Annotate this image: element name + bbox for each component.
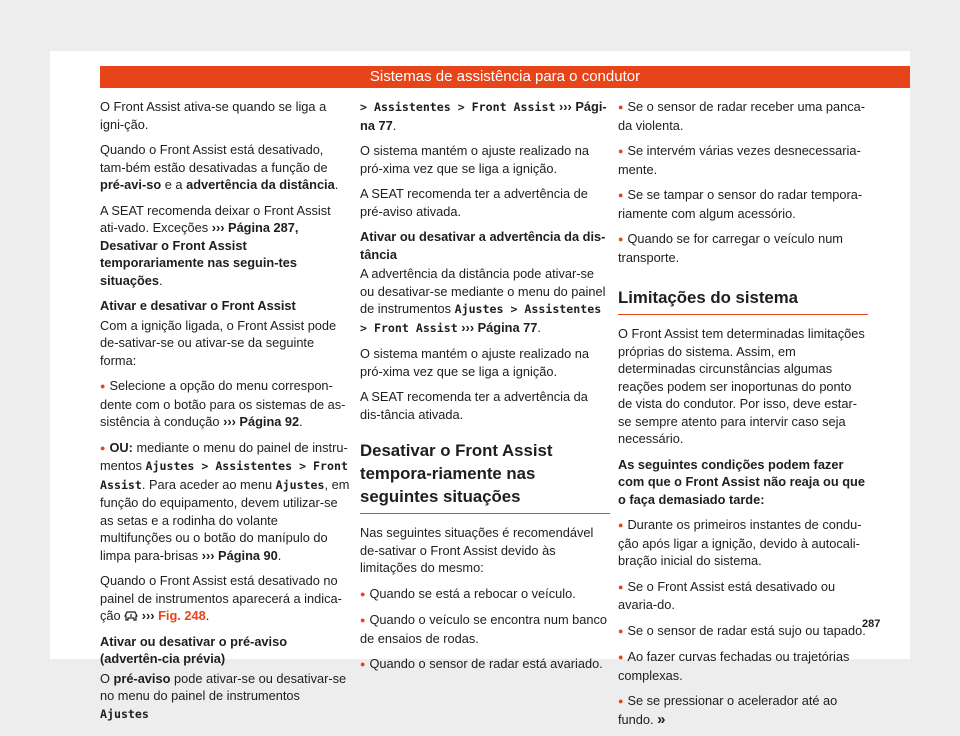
figure-reference-link[interactable]: Fig. 248 [158, 608, 206, 623]
text: pode ativar-se ou desativar-se no menu do painel de instrumentos [100, 670, 347, 703]
reference-arrows: ››› [141, 608, 159, 623]
text: O [100, 670, 114, 686]
list-item: ● Durante os primeiros instantes de condu-ção após ligar a ignição, devido à autocali-bração inicial do sistema. [618, 516, 868, 570]
list-item [618, 692, 868, 728]
list-item: ● Ao fazer curvas fechadas ou trajetórias complexas. [618, 648, 868, 684]
page-reference-link[interactable]: ››› Pági-na 77 [360, 99, 607, 133]
paragraph: Com a ignição ligada, o Front Assist pode de-sativar-se ou ativar-se da seguinte forma: [100, 317, 337, 368]
paragraph: A SEAT recomenda ter a advertência da dis-tância ativada. [360, 389, 588, 422]
text: . [537, 319, 541, 335]
list-item: ● Se o sensor de radar receber uma panca-da violenta. [618, 98, 868, 134]
page-reference-link[interactable]: ››› Página 92 [223, 414, 300, 429]
column-3 [618, 98, 868, 736]
subheading: Ativar e desativar o Front Assist [100, 298, 296, 313]
list-item: ● Se o Front Assist está desativado ou avaria-do. [618, 578, 868, 614]
list-item: ● Quando o veículo se encontra num banco de ensaios de rodas. [360, 611, 610, 647]
list-item [100, 377, 350, 431]
paragraph: Nas seguintes situações é recomendável de-sativar o Front Assist devido às limitações do mesmo: [360, 525, 594, 575]
text: . Para aceder ao menu [141, 476, 276, 492]
menu-path: Ajustes > Assistentes > Front Assist [100, 459, 348, 492]
text: A advertência da distância pode ativar-se ou desativar-se mediante o menu do painel de instrumentos [360, 266, 606, 316]
column-1 [100, 98, 350, 731]
text: . [277, 547, 282, 563]
paragraph [100, 572, 350, 625]
text: . [334, 177, 339, 192]
front-assist-warning-icon [124, 610, 138, 622]
text: A SEAT recomenda deixar o Front Assist ati-vado. Exceções [100, 202, 331, 235]
paragraph: O sistema mantém o ajuste realizado na pró-xima vez que se liga a ignição. [360, 143, 590, 176]
paragraph: O sistema mantém o ajuste realizado na pró-xima vez que se liga a ignição. [360, 346, 590, 379]
paragraph [360, 98, 610, 134]
paragraph [100, 670, 350, 724]
paragraph [100, 141, 350, 194]
text: Quando o Front Assist está desativado, tam-bém estão desativadas a função de [100, 142, 328, 175]
text: Quando o Front Assist está desativado no painel de instrumentos aparecerá a indica-ção [100, 573, 342, 623]
menu-path: Ajustes [275, 477, 325, 492]
menu-path: Ajustes > Assistentes > Front Assist [360, 302, 602, 335]
text: . [299, 414, 303, 429]
column-2 [360, 98, 610, 682]
subheading: Ativar ou desativar a advertência da dis-tância [360, 229, 606, 262]
menu-path: > Assistentes > Front Assist [360, 100, 556, 114]
text: e a [161, 177, 187, 192]
paragraph: O Front Assist tem determinadas limitações próprias do sistema. Assim, em determinadas circunstâncias algumas reações podem ser inoportunas do ponto de vista do condutor. Por isso, deve estar-se sempre atento para intervir caso seja necessário. [618, 326, 865, 446]
paragraph [100, 202, 350, 290]
text: Selecione a opção do menu correspon-dente com o botão para os sistemas de as-sistência à condução [100, 378, 346, 429]
paragraph: A SEAT recomenda ter a advertência de pré-aviso ativada. [360, 186, 588, 219]
page [50, 51, 910, 728]
page-number: 287 [862, 618, 881, 630]
page-header: Sistemas de assistência para o condutor [100, 66, 910, 88]
page-reference-link[interactable]: ››› Página 90 [201, 547, 278, 563]
text: . [205, 608, 210, 623]
page-reference-link[interactable]: ››› Página 287, Desativar o Front Assist temporariamente nas seguin-tes situações [100, 220, 299, 288]
section-title: Limitações do sistema [618, 286, 868, 315]
bold-text: pré-aviso [113, 670, 171, 686]
list-item: ● Quando se está a rebocar o veículo. [360, 585, 610, 604]
menu-path: Ajustes [100, 706, 149, 721]
text: . [159, 272, 163, 288]
text: mediante o menu do painel de instru-mentos [100, 439, 348, 473]
list-item: ● Se se tampar o sensor do radar tempora-riamente com algum acessório. [618, 186, 868, 222]
page-reference-link[interactable]: ››› Página 77 [457, 319, 538, 335]
text: Se se pressionar o acelerador até ao fundo. [618, 693, 838, 727]
bold-text: advertência da distância [186, 177, 335, 192]
text: . [392, 117, 397, 133]
list-item [100, 439, 350, 565]
subheading: As seguintes condições podem fazer com que o Front Assist não reaja ou que o faça demasiado tarde: [618, 456, 865, 507]
list-item: ● Quando o sensor de radar está avariado. [360, 655, 610, 674]
section-title: Desativar o Front Assist tempora-riamente nas seguintes situações [360, 439, 610, 514]
paragraph: O Front Assist ativa-se quando se liga a igni-ção. [100, 99, 327, 132]
continue-mark: » [657, 710, 666, 728]
bold-text: OU: [109, 439, 133, 455]
list-item: ● Se o sensor de radar está sujo ou tapado. [618, 622, 868, 641]
text: , em função do equipamento, devem utilizar-se as setas e a rodinha do volante multifunções ou o botão do manípulo do limpa para-brisas [100, 476, 350, 563]
list-item: ● Se intervém várias vezes desnecessaria-mente. [618, 142, 868, 178]
bold-text: pré-avi-so [100, 177, 162, 192]
list-item: ● Quando se for carregar o veículo num transporte. [618, 230, 868, 266]
subheading: Ativar ou desativar o pré-aviso (advertên-cia prévia) [100, 633, 288, 666]
paragraph [360, 265, 610, 337]
